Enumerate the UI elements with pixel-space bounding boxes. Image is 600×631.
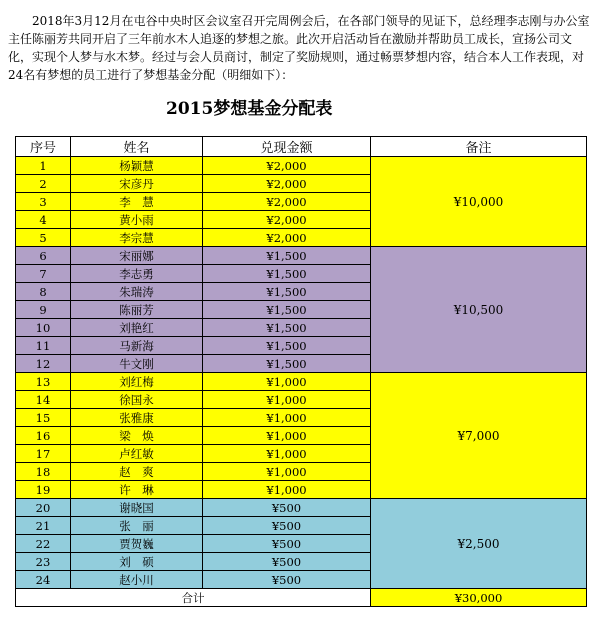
row-amount-cell: ¥2,000 <box>203 193 371 211</box>
row-no-cell: 11 <box>16 337 71 355</box>
row-name-cell: 李志勇 <box>71 265 203 283</box>
row-amount-cell: ¥500 <box>203 571 371 589</box>
table-body <box>16 157 587 589</box>
row-amount-cell: ¥1,500 <box>203 355 371 373</box>
row-name-cell: 马新海 <box>71 337 203 355</box>
row-no-cell: 21 <box>16 517 71 535</box>
row-name-cell: 李宗慧 <box>71 229 203 247</box>
row-name-cell: 卢红敏 <box>71 445 203 463</box>
row-no-cell: 10 <box>16 319 71 337</box>
row-no-cell: 12 <box>16 355 71 373</box>
row-name-cell: 赵小川 <box>71 571 203 589</box>
header-amount: 兑现金额 <box>203 137 371 157</box>
row-no-cell: 24 <box>16 571 71 589</box>
total-row <box>16 589 587 607</box>
row-name-cell: 刘艳红 <box>71 319 203 337</box>
row-name-cell: 陈丽芳 <box>71 301 203 319</box>
total-label: 合计 <box>16 589 371 607</box>
row-amount-cell: ¥1,000 <box>203 481 371 499</box>
table-row <box>16 373 587 391</box>
intro-paragraph: 2018年3月12月在屯谷中央时区会议室召开完周例会后，在各部门领导的见证下，总经理李志刚与办公室主任陈丽芳共同开启了三年前水木人追逐的梦想之旅。此次开启活动旨在激励并帮助员工成长，宣扬公司文化，实现个人梦与水木梦。经过与会人员商讨，制定了奖励规则，通过畅票梦想内容，结合本人工作表现，对24名有梦想的员工进行了梦想基金分配（明细如下）： <box>8 14 590 82</box>
fund-allocation-table <box>15 136 587 607</box>
row-no-cell: 7 <box>16 265 71 283</box>
row-amount-cell: ¥1,000 <box>203 391 371 409</box>
row-amount-cell: ¥1,000 <box>203 373 371 391</box>
group-remark-cell: ¥10,000 <box>371 157 587 247</box>
row-no-cell: 8 <box>16 283 71 301</box>
group-remark-cell: ¥7,000 <box>371 373 587 499</box>
table-row <box>16 499 587 517</box>
header-name: 姓名 <box>71 137 203 157</box>
row-name-cell: 杨颖慧 <box>71 157 203 175</box>
row-amount-cell: ¥1,500 <box>203 337 371 355</box>
row-no-cell: 20 <box>16 499 71 517</box>
row-no-cell: 1 <box>16 157 71 175</box>
row-no-cell: 17 <box>16 445 71 463</box>
row-name-cell: 刘 硕 <box>71 553 203 571</box>
row-no-cell: 3 <box>16 193 71 211</box>
row-no-cell: 5 <box>16 229 71 247</box>
group-remark-cell: ¥10,500 <box>371 247 587 373</box>
row-no-cell: 23 <box>16 553 71 571</box>
row-amount-cell: ¥1,500 <box>203 283 371 301</box>
row-name-cell: 张雅康 <box>71 409 203 427</box>
row-amount-cell: ¥1,500 <box>203 319 371 337</box>
group-remark-cell: ¥2,500 <box>371 499 587 589</box>
row-no-cell: 14 <box>16 391 71 409</box>
row-amount-cell: ¥2,000 <box>203 175 371 193</box>
row-amount-cell: ¥500 <box>203 535 371 553</box>
header-remark: 备注 <box>371 137 587 157</box>
row-name-cell: 贾贺巍 <box>71 535 203 553</box>
header-no: 序号 <box>16 137 71 157</box>
row-no-cell: 2 <box>16 175 71 193</box>
row-name-cell: 牛文刚 <box>71 355 203 373</box>
row-amount-cell: ¥2,000 <box>203 157 371 175</box>
row-amount-cell: ¥1,500 <box>203 301 371 319</box>
row-amount-cell: ¥1,500 <box>203 247 371 265</box>
row-no-cell: 22 <box>16 535 71 553</box>
row-amount-cell: ¥1,000 <box>203 445 371 463</box>
row-no-cell: 18 <box>16 463 71 481</box>
row-amount-cell: ¥1,000 <box>203 409 371 427</box>
row-name-cell: 宋彦丹 <box>71 175 203 193</box>
row-amount-cell: ¥1,000 <box>203 463 371 481</box>
row-name-cell: 梁 焕 <box>71 427 203 445</box>
row-amount-cell: ¥1,000 <box>203 427 371 445</box>
row-name-cell: 谢晓国 <box>71 499 203 517</box>
table-title: 2015梦想基金分配表 <box>166 99 333 119</box>
row-no-cell: 16 <box>16 427 71 445</box>
row-name-cell: 许 琳 <box>71 481 203 499</box>
total-amount: ¥30,000 <box>371 589 587 607</box>
row-amount-cell: ¥500 <box>203 517 371 535</box>
header-row <box>16 137 587 157</box>
row-no-cell: 9 <box>16 301 71 319</box>
table-row <box>16 247 587 265</box>
row-name-cell: 徐国永 <box>71 391 203 409</box>
row-name-cell: 李 慧 <box>71 193 203 211</box>
row-amount-cell: ¥500 <box>203 553 371 571</box>
row-name-cell: 黄小雨 <box>71 211 203 229</box>
row-no-cell: 6 <box>16 247 71 265</box>
row-no-cell: 19 <box>16 481 71 499</box>
row-name-cell: 赵 爽 <box>71 463 203 481</box>
row-amount-cell: ¥2,000 <box>203 229 371 247</box>
row-name-cell: 张 丽 <box>71 517 203 535</box>
row-no-cell: 13 <box>16 373 71 391</box>
row-amount-cell: ¥500 <box>203 499 371 517</box>
row-amount-cell: ¥1,500 <box>203 265 371 283</box>
row-name-cell: 朱瑞涛 <box>71 283 203 301</box>
table-row <box>16 157 587 175</box>
row-name-cell: 刘红梅 <box>71 373 203 391</box>
row-no-cell: 4 <box>16 211 71 229</box>
row-name-cell: 宋丽娜 <box>71 247 203 265</box>
row-amount-cell: ¥2,000 <box>203 211 371 229</box>
row-no-cell: 15 <box>16 409 71 427</box>
